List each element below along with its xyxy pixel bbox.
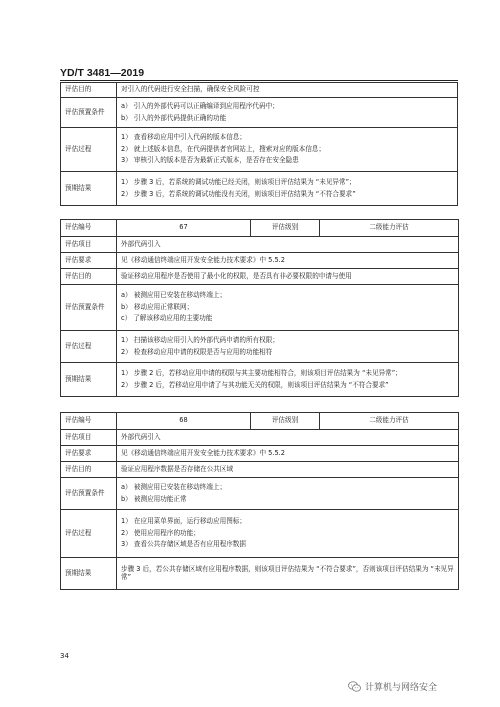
step-list — [117, 510, 459, 558]
result-item: 1） 步骤 2 后，若移动应用申请的权限与其主要功能相符合，则该项目评估结果为 “未见异常”； — [121, 368, 402, 377]
standard-id: YD/T 3481—2019 — [60, 67, 145, 79]
id-label: 评估编号 — [61, 220, 117, 237]
evaluation-table-1 — [60, 82, 458, 206]
purpose-text: 验证应用程序数据是否存储在公共区域 — [117, 462, 459, 478]
requirement-value: 见《移动通信终端应用开发安全能力技术要求》中 5.5.2 — [117, 446, 459, 462]
step-list — [117, 128, 458, 172]
precondition-item: b） 引入的外部代码提供正确的功能 — [121, 113, 227, 122]
process-label: 评估过程 — [61, 331, 117, 363]
precondition-list — [117, 285, 459, 331]
step-item: 3） 审核引入的版本是否为最新正式版本，是否存在安全隐患 — [121, 156, 299, 165]
item-value: 外部代码引入 — [117, 430, 459, 446]
purpose-text: 验证移动应用程序是否使用了最小化的权限，是否具有非必要权限的申请与使用 — [117, 269, 459, 285]
requirement-label: 评估要求 — [61, 446, 117, 462]
page-number: 34 — [60, 652, 69, 660]
level-label: 评估级别 — [251, 220, 320, 237]
result-list — [117, 172, 458, 206]
header-rule — [60, 80, 458, 81]
result-list — [117, 558, 459, 590]
precondition-list — [117, 98, 458, 128]
purpose-text: 对引入的代码进行安全扫描，确保安全风险可控 — [117, 83, 458, 98]
step-item: 1） 扫描该移动应用引入的外部代码申请的所有权限； — [121, 335, 279, 344]
precondition-item: c） 了解该移动应用的主要功能 — [121, 314, 213, 323]
step-item: 2） 检查移动应用申请的权限是否与应用的功能相符 — [121, 347, 273, 356]
evaluation-table-2 — [60, 219, 459, 397]
precondition-list — [117, 478, 459, 510]
purpose-label: 评估目的 — [61, 269, 117, 285]
step-item: 1） 查看移动应用中引入代码的版本信息； — [121, 133, 246, 142]
result-item: 步骤 3 后，若公共存储区域有应用程序数据，则该项目评估结果为 “不符合要求”，否则该项目评估结果为 “未见异常” — [121, 564, 454, 581]
result-label: 预期结果 — [61, 558, 117, 590]
level-value: 二级能力评估 — [320, 413, 459, 430]
level-label: 评估级别 — [251, 413, 320, 430]
result-label: 预期结果 — [61, 172, 117, 206]
item-label: 评估项目 — [61, 237, 117, 253]
item-value: 外部代码引入 — [117, 237, 459, 253]
result-item: 2） 步骤 2 后，若移动应用申请了与其功能无关的权限，则该项目评估结果为 “不符合要求” — [121, 380, 389, 389]
precondition-label: 评估预置条件 — [61, 98, 117, 128]
id-value: 67 — [117, 220, 251, 237]
precondition-item: a） 被测应用已安装在移动终端上； — [121, 482, 227, 491]
result-item: 1） 步骤 3 后，若系统的调试功能已经关闭，则该项目评估结果为 “未见异常”； — [121, 177, 356, 186]
result-item: 2） 步骤 3 后，若系统的调试功能没有关闭，则该项目评估结果为 “不符合要求” — [121, 189, 356, 198]
requirement-value: 见《移动通信终端应用开发安全能力技术要求》中 5.5.2 — [117, 253, 459, 269]
wechat-icon — [348, 681, 361, 692]
precondition-item: b） 移动应用正常联网； — [121, 302, 194, 311]
level-value: 二级能力评估 — [320, 220, 459, 237]
id-label: 评估编号 — [61, 413, 117, 430]
process-label: 评估过程 — [61, 510, 117, 558]
purpose-label: 评估目的 — [61, 83, 117, 98]
step-list — [117, 331, 459, 363]
process-label: 评估过程 — [61, 128, 117, 172]
precondition-label: 评估预置条件 — [61, 478, 117, 510]
watermark — [348, 680, 437, 693]
precondition-label: 评估预置条件 — [61, 285, 117, 331]
purpose-label: 评估目的 — [61, 462, 117, 478]
step-item: 2） 使用应用程序的功能； — [121, 528, 200, 537]
watermark-text: 计算机与网络安全 — [365, 683, 438, 693]
requirement-label: 评估要求 — [61, 253, 117, 269]
step-item: 1） 在应用菜单界面，运行移动应用图标； — [121, 517, 246, 526]
precondition-item: a） 被测应用已安装在移动终端上； — [121, 291, 227, 300]
item-label: 评估项目 — [61, 430, 117, 446]
precondition-item: b） 被测应用功能正常 — [121, 494, 187, 503]
id-value: 68 — [117, 413, 251, 430]
step-item: 3） 查看公共存储区域是否有应用程序数据 — [121, 540, 246, 549]
result-label: 预期结果 — [61, 363, 117, 397]
evaluation-table-3 — [60, 412, 459, 590]
result-list — [117, 363, 459, 397]
precondition-item: a） 引入的外部代码可以正确编译到应用程序代码中； — [121, 101, 279, 110]
step-item: 2） 就上述版本信息，在代码提供者官网站上，搜索对应的版本信息； — [121, 144, 326, 153]
